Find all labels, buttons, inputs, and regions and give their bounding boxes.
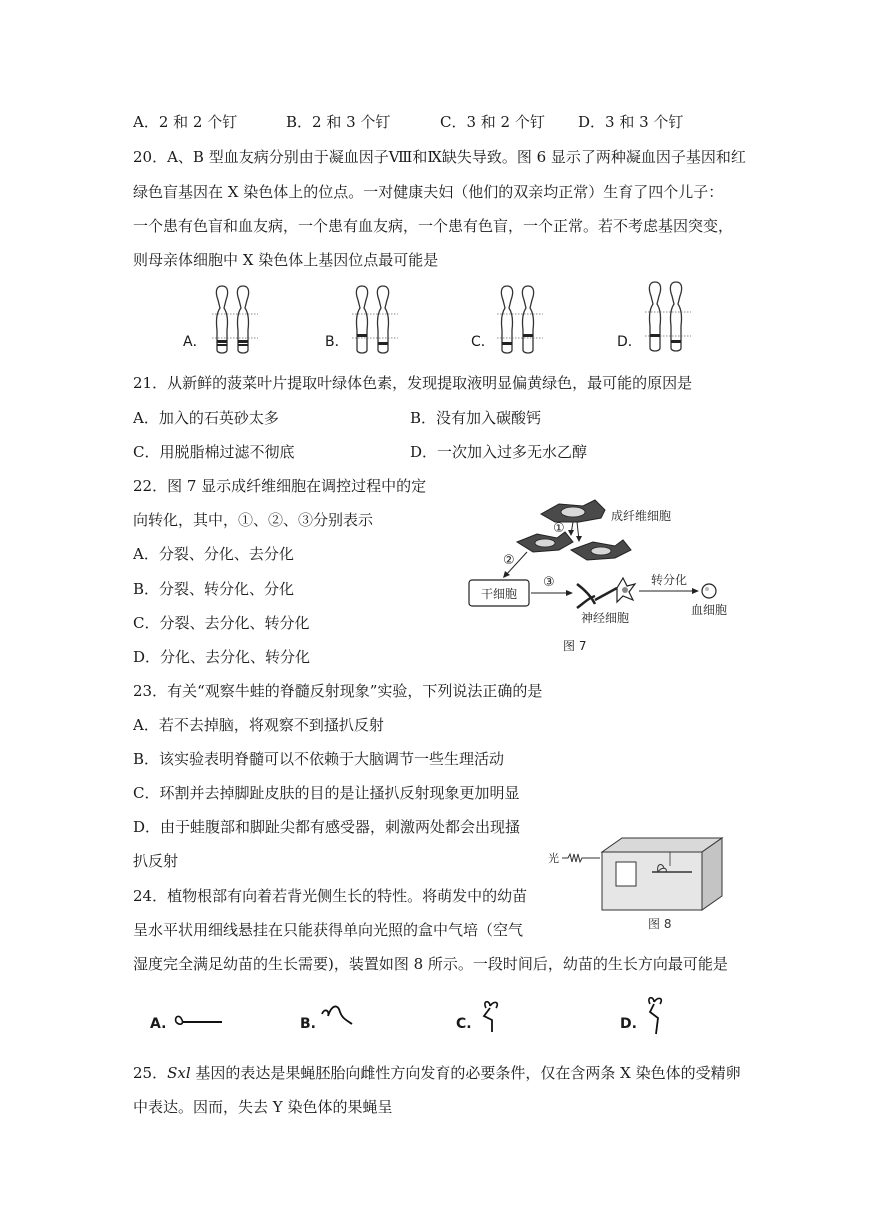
q25-line-2: 中表达。因而，失去 Y 染色体的果蝇呈 xyxy=(133,1098,393,1116)
q24-line-2: 呈水平状用细线悬挂在只能获得单向光照的盒中气培（空气 xyxy=(133,921,524,939)
q20-line-1: 20．A、B 型血友病分别由于凝血因子Ⅷ和Ⅸ缺失导致。图 6 显示了两种凝血因子基因和红 xyxy=(133,148,746,166)
q20-option-d-chromosomes xyxy=(643,278,693,358)
q20-option-b-chromosomes xyxy=(350,282,400,358)
q24-option-b-seedling xyxy=(318,998,368,1038)
q20-option-a-label: A． xyxy=(183,334,207,350)
q20-option-b-label: B． xyxy=(325,334,349,350)
q23-option-c: C．环割并去掉脚趾皮肤的目的是让搔扒反射现象更加明显 xyxy=(133,784,520,802)
figure-8-light-box-diagram xyxy=(542,832,742,932)
q22-option-a: A．分裂、分化、去分化 xyxy=(133,545,294,563)
transdiff-label: 转分化 xyxy=(651,573,688,587)
fibroblast-cells-middle xyxy=(517,532,631,560)
fibroblast-label: 成纤维细胞 xyxy=(611,509,672,523)
light-label: 光 xyxy=(548,852,559,865)
q19-option-a: A．2 和 2 个钉 xyxy=(133,113,238,131)
blood-cell-label: 血细胞 xyxy=(691,603,728,617)
q22-option-c: C．分裂、去分化、转分化 xyxy=(133,614,310,632)
blood-cell xyxy=(702,584,716,598)
q20-line-4: 则母亲体细胞中 X 染色体上基因位点最可能是 xyxy=(133,251,439,269)
q25-line-1-rest: 基因的表达是果蝇胚胎向雌性方向发育的必要条件，仅在含两条 X 染色体的受精卵 xyxy=(190,1064,741,1082)
q21-option-a: A．加入的石英砂太多 xyxy=(133,409,279,427)
q24-option-a-seedling xyxy=(170,1008,230,1036)
q23-option-d-continued: 扒反射 xyxy=(133,852,179,870)
q22-option-b: B．分裂、转分化、分化 xyxy=(133,580,295,598)
stem-cell-label: 干细胞 xyxy=(481,587,518,601)
q25-gene-name: Sxl xyxy=(167,1064,191,1082)
q24-option-d-label: D. xyxy=(620,1016,637,1032)
q23-stem: 23．有关“观察牛蛙的脊髓反射现象”实验，下列说法正确的是 xyxy=(133,682,543,700)
q24-option-b-label: B. xyxy=(300,1016,316,1032)
figure-7-caption: 图 7 xyxy=(563,639,587,653)
fibroblast-cell-top xyxy=(541,500,605,522)
q21-option-d: D．一次加入过多无水乙醇 xyxy=(410,443,588,461)
q23-option-b: B．该实验表明脊髓可以不依赖于大脑调节一些生理活动 xyxy=(133,750,505,768)
q24-option-c-label: C. xyxy=(456,1016,472,1032)
step-2-label: ② xyxy=(503,553,515,568)
q20-option-c-label: C． xyxy=(471,334,495,350)
q25-number: 25． xyxy=(133,1064,168,1082)
q22-option-d: D．分化、去分化、转分化 xyxy=(133,648,311,666)
q24-option-d-seedling xyxy=(640,994,670,1040)
q24-option-c-seedling xyxy=(476,998,506,1038)
figure-8-caption: 图 8 xyxy=(648,917,672,931)
step-1-label: ① xyxy=(553,521,565,536)
q22-line-1: 22．图 7 显示成纤维细胞在调控过程中的定 xyxy=(133,477,427,495)
q20-option-a-chromosomes xyxy=(210,282,260,358)
step-3-label: ③ xyxy=(543,575,555,590)
q20-option-d-label: D． xyxy=(617,334,642,350)
q24-option-a-label: A. xyxy=(150,1016,167,1032)
figure-7-cell-conversion-diagram xyxy=(455,492,745,662)
q24-line-3: 湿度完全满足幼苗的生长需要)，装置如图 8 所示。一段时间后，幼苗的生长方向最可能是 xyxy=(133,955,728,973)
q23-option-a: A．若不去掉脑，将观察不到搔扒反射 xyxy=(133,716,384,734)
q21-option-b: B．没有加入碳酸钙 xyxy=(410,409,542,427)
q21-stem: 21．从新鲜的菠菜叶片提取叶绿体色素，发现提取液明显偏黄绿色，最可能的原因是 xyxy=(133,374,693,392)
q19-option-c: C．3 和 2 个钉 xyxy=(440,113,545,131)
q19-option-b: B．2 和 3 个钉 xyxy=(286,113,391,131)
q20-line-2: 绿色盲基因在 X 染色体上的位点。一对健康夫妇（他们的双亲均正常）生育了四个儿子： xyxy=(133,183,724,201)
q20-option-c-chromosomes xyxy=(495,282,545,358)
q21-option-c: C．用脱脂棉过滤不彻底 xyxy=(133,443,295,461)
nerve-cell-label: 神经细胞 xyxy=(581,611,630,625)
q22-line-2: 向转化，其中，①、②、③分别表示 xyxy=(133,511,374,529)
q25-line-1 xyxy=(133,1063,741,1083)
q24-line-1: 24．植物根部有向着若背光侧生长的特性。将萌发中的幼苗 xyxy=(133,887,528,905)
q20-line-3: 一个患有色盲和血友病，一个患有血友病，一个患有色盲，一个正常。若不考虑基因突变， xyxy=(133,217,734,235)
q23-option-d: D．由于蛙腹部和脚趾尖都有感受器，刺激两处都会出现搔 xyxy=(133,818,521,836)
q19-option-d: D．3 和 3 个钉 xyxy=(578,113,684,131)
nerve-cell xyxy=(577,578,635,608)
